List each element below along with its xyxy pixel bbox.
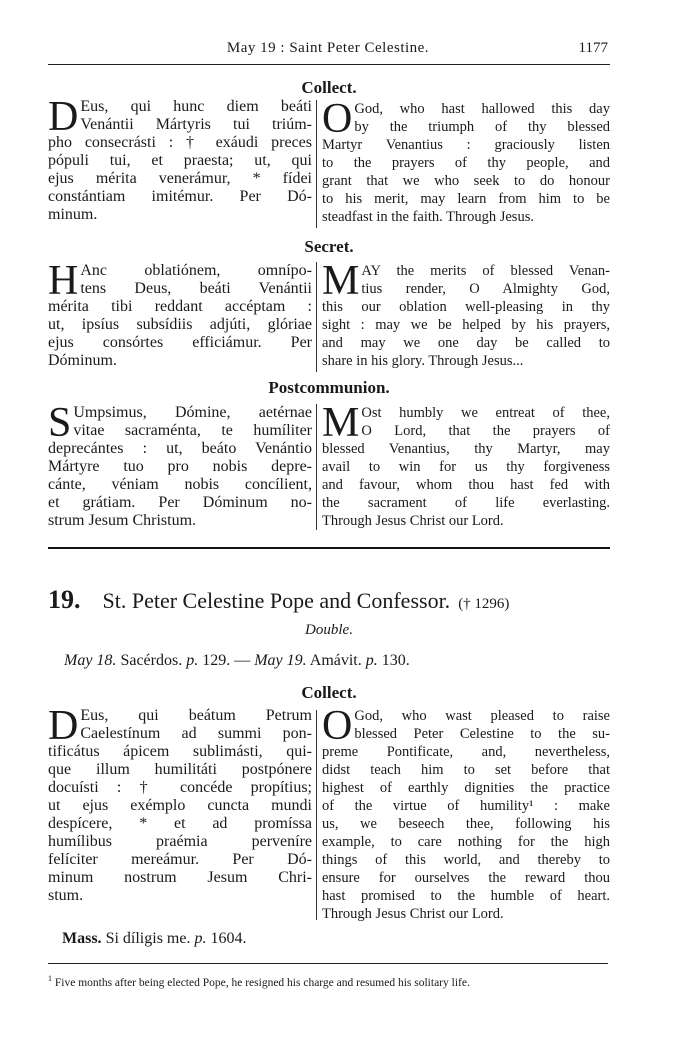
text-line: strum Jesum Christum.	[48, 512, 197, 529]
collect-heading: Collect.	[301, 683, 357, 702]
text-line: pópuli tui, et praesta; ut, qui	[48, 152, 312, 169]
text-line: us, we beseech thee, following his	[322, 816, 610, 832]
text-line: and favour, whom thou hast fed with	[322, 477, 610, 493]
text-line: to the prayers of thy people, and	[322, 155, 610, 171]
text-line: minum.	[48, 206, 98, 223]
text-line: Ost humbly we entreat of thee,	[361, 405, 610, 421]
text-line: of the virtue of humility¹ : make	[322, 798, 610, 814]
feast-date: († 1296)	[458, 596, 510, 612]
collect-latin	[48, 98, 312, 224]
text-line: the sacrament of life everlasting.	[322, 495, 610, 511]
text-line: highest of earthly dignities the practice	[322, 780, 610, 796]
text-line: example, to care nothing for the high	[322, 834, 610, 850]
text-line: que illum humilitáti postpónere	[48, 761, 312, 778]
text-line: didst teach him to set before that	[322, 762, 610, 778]
page-number: 1177	[578, 40, 608, 56]
text-line: tens Deus, beáti Venántii	[80, 280, 312, 297]
dropcap: H	[48, 262, 79, 304]
mass-label: Mass.	[62, 930, 102, 947]
text-line: this our oblation well-pleasing in thy	[322, 299, 610, 315]
text-line: Through Jesus Christ our Lord.	[322, 513, 504, 529]
text-line: and may we one day be called to	[322, 335, 610, 351]
text-line: Mártyre tuo pro nobis depre-	[48, 458, 312, 475]
cross-reference	[64, 652, 410, 670]
text-line: pho consecrásti : † exáudi preces	[48, 134, 312, 151]
footnote-mark: 1	[48, 974, 52, 983]
text-line: cánte, véniam nobis concílient,	[48, 476, 312, 493]
text-line: ejus mérita venerámur, * fídei	[48, 170, 312, 187]
text-line: ut ejus exémplo cuncta mundi	[48, 797, 312, 814]
text-line: vitae sacraménta, te humíliter	[73, 422, 312, 439]
cross-date: May 19.	[254, 652, 307, 669]
text-line: minum nostrum Jesum Chri-	[48, 869, 312, 886]
collect2-english	[322, 707, 610, 923]
dropcap: M	[322, 404, 360, 446]
column-divider	[316, 404, 317, 530]
text-line: Umpsimus, Dómine, aetérnae	[73, 404, 312, 421]
section-divider	[48, 547, 610, 549]
cross-date: May 18.	[64, 652, 117, 669]
text-line: avail to win for us thy forgiveness	[322, 459, 610, 475]
text-line: stum.	[48, 887, 84, 904]
cross-page-abbr: p.	[186, 652, 199, 669]
text-line: to his merit, may learn from him to be	[322, 191, 610, 207]
feast-heading	[48, 585, 610, 615]
text-line: docuísti : † concéde propítius;	[48, 779, 312, 796]
text-line: mérita tibi reddant accéptam :	[48, 298, 312, 315]
dropcap: O	[322, 100, 353, 142]
column-divider	[316, 262, 317, 372]
text-line: deprecántes : ut, beáto Venántio	[48, 440, 312, 457]
mass-reference	[62, 930, 246, 948]
cross-text: Amávit.	[306, 652, 366, 669]
text-line: O Lord, that the prayers of	[361, 423, 610, 439]
footnote-rule	[48, 963, 608, 964]
running-title: May 19 : Saint Peter Celestine.	[226, 40, 430, 56]
column-divider	[316, 100, 317, 228]
cross-text: Sacérdos.	[116, 652, 187, 669]
text-line: God, who hast hallowed this day	[354, 101, 610, 117]
mass-page-abbr: p.	[194, 930, 207, 947]
feast-number: 19.	[48, 585, 81, 614]
text-line: ejus consórtes efficiámur. Per	[48, 334, 312, 351]
secret-latin	[48, 262, 312, 370]
cross-text: 130.	[377, 652, 410, 669]
text-line: despícere, * et ad promíssa	[48, 815, 312, 832]
footnote	[48, 971, 608, 991]
text-line: Dóminum.	[48, 352, 117, 369]
text-line: et grátiam. Per Dóminum no-	[48, 494, 312, 511]
collect-english	[322, 100, 610, 226]
text-line: ensure for ourselves the reward thou	[322, 870, 610, 886]
dropcap: O	[322, 707, 353, 749]
feast-rank: Double.	[305, 622, 353, 638]
text-line: humílibus praémia perveníre	[48, 833, 312, 850]
text-line: Through Jesus Christ our Lord.	[322, 906, 504, 922]
text-line: God, who wast pleased to raise	[354, 708, 610, 724]
header-rule	[48, 64, 610, 65]
text-line: Eus, qui beátum Petrum	[80, 707, 312, 724]
cross-page-abbr: p.	[365, 652, 378, 669]
text-line: AY the merits of blessed Venan-	[361, 263, 610, 279]
column-divider	[316, 710, 317, 920]
text-line: Eus, qui hunc diem beáti	[80, 98, 312, 115]
text-line: sight : may we be helped by his prayers,	[322, 317, 610, 333]
text-line: things of this world, and thereby to	[322, 852, 610, 868]
dropcap: D	[48, 98, 79, 140]
text-line: blessed Venantius, thy Martyr, may	[322, 441, 610, 457]
text-line: Venántii Mártyris tui triúm-	[80, 116, 312, 133]
text-line: Caelestínum ad summi pon-	[80, 725, 312, 742]
text-line: preme Pontificate, and, nevertheless,	[322, 744, 610, 760]
text-line: tificátus ápicem sublimásti, qui-	[48, 743, 312, 760]
feast-name: St. Peter Celestine Pope and Confessor.	[102, 588, 451, 613]
text-line: by the triumph of thy blessed	[354, 119, 610, 135]
text-line: grant that we who seek to do honour	[322, 173, 610, 189]
text-line: blessed Peter Celestine to the su-	[354, 726, 610, 742]
text-line: constántiam imitémur. Per Dó-	[48, 188, 312, 205]
secret-english	[322, 262, 610, 370]
mass-text: Si díligis me.	[101, 930, 195, 947]
postcommunion-heading: Postcommunion.	[268, 378, 390, 397]
text-line: Anc oblatiónem, omnípo-	[80, 262, 312, 279]
collect2-latin	[48, 707, 312, 905]
text-line: steadfast in the faith. Through Jesus.	[322, 209, 534, 225]
text-line: tius render, O Almighty God,	[361, 281, 610, 297]
cross-text: 129. —	[198, 652, 255, 669]
running-header	[48, 40, 608, 62]
text-line: hast promised to the humble of heart.	[322, 888, 610, 904]
postcommunion-latin	[48, 404, 312, 530]
text-line: ut, ipsíus subsídiis adjúti, glóriae	[48, 316, 312, 333]
secret-heading: Secret.	[304, 237, 354, 256]
collect-heading: Collect.	[301, 78, 357, 97]
text-line: Martyr Venantius : graciously listen	[322, 137, 610, 153]
text-line: share in his glory. Through Jesus...	[322, 353, 524, 369]
dropcap: S	[48, 404, 72, 446]
dropcap: M	[322, 262, 360, 304]
footnote-text: Five months after being elected Pope, he resigned his charge and resumed his solitary life.	[52, 976, 470, 989]
dropcap: D	[48, 707, 79, 749]
text-line: felíciter mereámur. Per Dó-	[48, 851, 312, 868]
mass-page: 1604.	[206, 930, 247, 947]
postcommunion-english	[322, 404, 610, 530]
